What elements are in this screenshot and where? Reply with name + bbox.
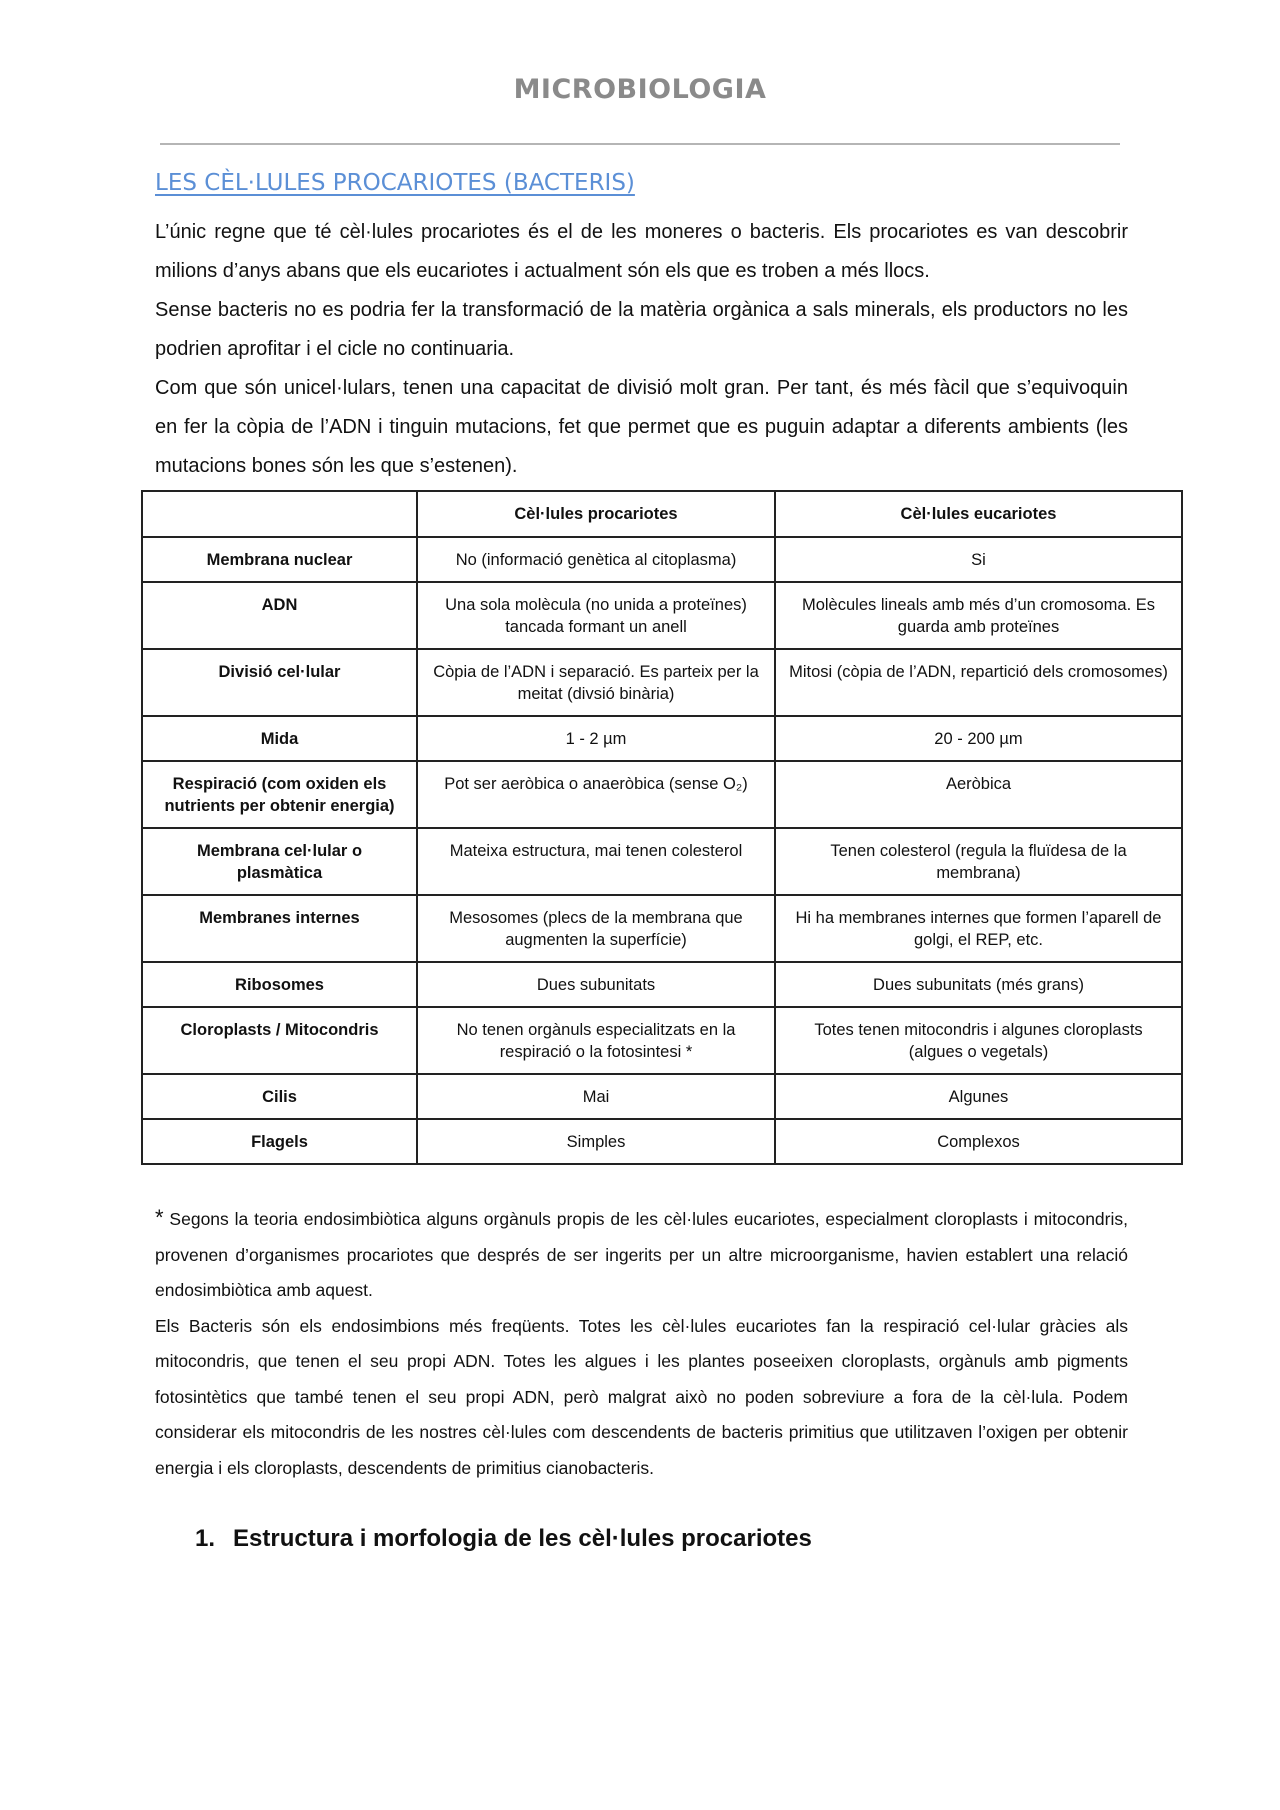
- subsection-number: 1.: [195, 1525, 216, 1552]
- prokaryotic-cell: Simples: [417, 1119, 775, 1164]
- table-row: [142, 1119, 1182, 1164]
- section-heading: LES CÈL·LULES PROCARIOTES (BACTERIS): [155, 170, 635, 196]
- header-divider: [160, 143, 1120, 145]
- intro-paragraph: Com que són unicel·lulars, tenen una capacitat de divisió molt gran. Per tant, és més fàcil que s’equivoquin en fer la còpia de l’ADN i tinguin mutacions, fet que permet que es puguin adaptar a diferents ambients (les mutacions bones són les que s’estenen).: [155, 377, 1128, 477]
- table-header-empty: [142, 491, 417, 537]
- table-row: [142, 1007, 1182, 1074]
- eukaryotic-cell: Tenen colesterol (regula la fluïdesa de la membrana): [775, 828, 1182, 895]
- eukaryotic-cell: Si: [775, 537, 1182, 582]
- table-row: [142, 649, 1182, 716]
- row-label: Cloroplasts / Mitocondris: [142, 1007, 417, 1074]
- table-row: [142, 895, 1182, 962]
- table-header-prokaryotic: Cèl·lules procariotes: [417, 491, 775, 537]
- subsection-title: Estructura i morfologia de les cèl·lules procariotes: [233, 1525, 812, 1552]
- eukaryotic-cell: Complexos: [775, 1119, 1182, 1164]
- table-row: [142, 761, 1182, 828]
- row-label: Membranes internes: [142, 895, 417, 962]
- eukaryotic-cell: Algunes: [775, 1074, 1182, 1119]
- table-row: [142, 962, 1182, 1007]
- eukaryotic-cell: Molècules lineals amb més d’un cromosoma. Es guarda amb proteïnes: [775, 582, 1182, 649]
- row-label: Ribosomes: [142, 962, 417, 1007]
- footnote-marker: *: [155, 1205, 164, 1230]
- table-row: [142, 1074, 1182, 1119]
- notes-text: [155, 1200, 1128, 1486]
- prokaryotic-cell: Una sola molècula (no unida a proteïnes) tancada formant un anell: [417, 582, 775, 649]
- row-label: Mida: [142, 716, 417, 761]
- row-label: Flagels: [142, 1119, 417, 1164]
- prokaryotic-cell: 1 - 2 µm: [417, 716, 775, 761]
- prokaryotic-cell: Mateixa estructura, mai tenen colesterol: [417, 828, 775, 895]
- row-label: Membrana nuclear: [142, 537, 417, 582]
- intro-paragraph: L’únic regne que té cèl·lules procariotes és el de les moneres o bacteris. Els procariotes es van descobrir milions d’anys abans que els eucariotes i actualment són els que es troben a més llocs.: [155, 221, 1128, 282]
- row-label: Cilis: [142, 1074, 417, 1119]
- table-row: [142, 537, 1182, 582]
- comparison-table: [141, 490, 1183, 1165]
- eukaryotic-cell: Hi ha membranes internes que formen l’aparell de golgi, el REP, etc.: [775, 895, 1182, 962]
- table-header-eukaryotic: Cèl·lules eucariotes: [775, 491, 1182, 537]
- prokaryotic-cell: Mesosomes (plecs de la membrana que augmenten la superfície): [417, 895, 775, 962]
- eukaryotic-cell: Dues subunitats (més grans): [775, 962, 1182, 1007]
- eukaryotic-cell: 20 - 200 µm: [775, 716, 1182, 761]
- eukaryotic-cell: Totes tenen mitocondris i algunes cloroplasts (algues o vegetals): [775, 1007, 1182, 1074]
- prokaryotic-cell: Pot ser aeròbica o anaeròbica (sense O₂): [417, 761, 775, 828]
- page-header-title: MICROBIOLOGIA: [513, 74, 767, 105]
- intro-paragraph: Sense bacteris no es podria fer la transformació de la matèria orgànica a sals minerals, els productors no les podrien aprofitar i el cicle no continuaria.: [155, 299, 1128, 360]
- table-row: [142, 582, 1182, 649]
- eukaryotic-cell: Aeròbica: [775, 761, 1182, 828]
- eukaryotic-cell: Mitosi (còpia de l’ADN, repartició dels cromosomes): [775, 649, 1182, 716]
- row-label: Respiració (com oxiden els nutrients per obtenir energia): [142, 761, 417, 828]
- prokaryotic-cell: No (informació genètica al citoplasma): [417, 537, 775, 582]
- footnote: [155, 1200, 1128, 1309]
- intro-text: [155, 213, 1128, 486]
- row-label: Membrana cel·lular o plasmàtica: [142, 828, 417, 895]
- table-row: [142, 828, 1182, 895]
- table-header-row: [142, 491, 1182, 537]
- subsection-heading: [195, 1525, 812, 1553]
- row-label: Divisió cel·lular: [142, 649, 417, 716]
- table-row: [142, 716, 1182, 761]
- prokaryotic-cell: No tenen orgànuls especialitzats en la respiració o la fotosintesi *: [417, 1007, 775, 1074]
- endosymbiont-paragraph: Els Bacteris són els endosimbions més freqüents. Totes les cèl·lules eucariotes fan la respiració cel·lular gràcies als mitocondris, que tenen el seu propi ADN. Totes les algues i les plantes poseeixen cloroplasts, orgànuls amb pigments fotosintètics que també tenen el seu propi ADN, però malgrat això no poden sobreviure a fora de la cèl·lula. Podem considerar els mitocondris de les nostres cèl·lules com descendents de bacteris primitius que utilitzaven l’oxigen per obtenir energia i els cloroplasts, descendents de primitius cianobacteris.: [155, 1315, 1128, 1478]
- prokaryotic-cell: Dues subunitats: [417, 962, 775, 1007]
- prokaryotic-cell: Còpia de l’ADN i separació. Es parteix per la meitat (divsió binària): [417, 649, 775, 716]
- footnote-text: Segons la teoria endosimbiòtica alguns orgànuls propis de les cèl·lules eucariotes, especialment cloroplasts i mitocondris, provenen d’organismes procariotes que després de ser ingerits per un altre microorganisme, havien establert una relació endosimbiòtica amb aquest.: [155, 1209, 1128, 1300]
- row-label: ADN: [142, 582, 417, 649]
- prokaryotic-cell: Mai: [417, 1074, 775, 1119]
